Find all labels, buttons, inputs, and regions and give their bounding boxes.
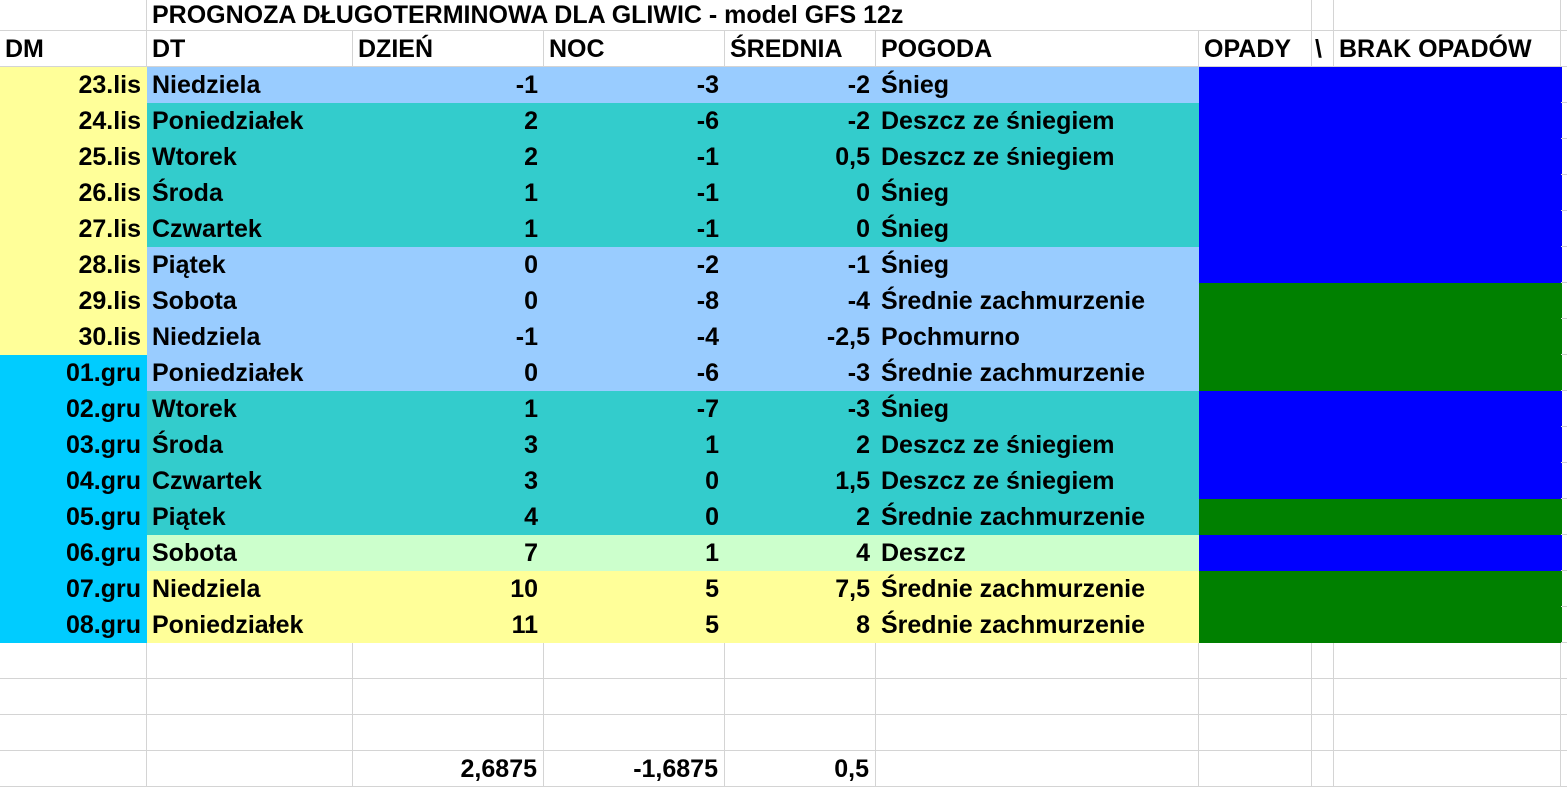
cell[interactable]: [1561, 571, 1567, 607]
table-row: [0, 571, 1567, 607]
cell[interactable]: [1561, 355, 1567, 391]
date-cell[interactable]: 08.gru: [0, 607, 147, 643]
date-cell[interactable]: 26.lis: [0, 175, 147, 211]
date-cell[interactable]: 05.gru: [0, 499, 147, 535]
cell[interactable]: [1561, 643, 1567, 679]
weather-cell[interactable]: Deszcz ze śniegiem: [876, 427, 1199, 463]
cell[interactable]: [353, 643, 544, 679]
weather-cell[interactable]: Średnie zachmurzenie: [876, 499, 1199, 535]
avg-temp-cell[interactable]: 1,5: [725, 463, 876, 499]
precip-indicator[interactable]: [1199, 211, 1562, 247]
day-temp-cell[interactable]: 2: [353, 103, 544, 139]
night-temp-cell[interactable]: 1: [544, 427, 725, 463]
date-cell[interactable]: 25.lis: [0, 139, 147, 175]
cell[interactable]: [0, 679, 147, 715]
cell[interactable]: [1561, 679, 1567, 715]
totals-row: [0, 751, 1567, 791]
cell[interactable]: [0, 751, 147, 787]
table-row: [0, 607, 1567, 643]
weather-cell[interactable]: Śnieg: [876, 247, 1199, 283]
header-precip[interactable]: OPADY: [1199, 31, 1312, 67]
table-row: [0, 355, 1567, 391]
precip-indicator[interactable]: [1199, 463, 1562, 499]
day-temp-cell[interactable]: 1: [353, 175, 544, 211]
precip-indicator[interactable]: [1199, 607, 1562, 643]
empty-row: [0, 679, 1567, 715]
precip-indicator[interactable]: [1199, 247, 1562, 283]
cell[interactable]: [1561, 247, 1567, 283]
cell[interactable]: [1561, 283, 1567, 319]
header-separator[interactable]: \: [1312, 31, 1334, 67]
day-temp-cell[interactable]: 1: [353, 211, 544, 247]
weather-cell[interactable]: Średnie zachmurzenie: [876, 283, 1199, 319]
cell[interactable]: [1561, 31, 1567, 67]
header-weather[interactable]: POGODA: [876, 31, 1199, 67]
cell[interactable]: [1334, 715, 1561, 751]
weekday-cell[interactable]: Wtorek: [147, 139, 353, 175]
cell[interactable]: [1561, 67, 1567, 103]
day-temp-cell[interactable]: 10: [353, 571, 544, 607]
avg-temp-cell[interactable]: -2: [725, 67, 876, 103]
cell[interactable]: [1199, 715, 1312, 751]
night-temp-cell[interactable]: 5: [544, 607, 725, 643]
avg-temp-cell[interactable]: 7,5: [725, 571, 876, 607]
total-night[interactable]: -1,6875: [544, 751, 725, 787]
cell[interactable]: [1561, 139, 1567, 175]
weather-cell[interactable]: Deszcz ze śniegiem: [876, 103, 1199, 139]
cell[interactable]: [0, 643, 147, 679]
table-row: [0, 391, 1567, 427]
cell[interactable]: [1561, 463, 1567, 499]
cell[interactable]: [876, 679, 1199, 715]
cell[interactable]: [1561, 0, 1567, 31]
cell[interactable]: [1199, 0, 1312, 31]
avg-temp-cell[interactable]: -2: [725, 103, 876, 139]
weather-cell[interactable]: Średnie zachmurzenie: [876, 607, 1199, 643]
header-row: [0, 31, 1567, 67]
cell[interactable]: [1334, 679, 1561, 715]
day-temp-cell[interactable]: -1: [353, 67, 544, 103]
table-row: [0, 283, 1567, 319]
cell[interactable]: [876, 751, 1199, 787]
cell[interactable]: [1561, 751, 1567, 787]
avg-temp-cell[interactable]: 2: [725, 427, 876, 463]
cell[interactable]: [1561, 427, 1567, 463]
night-temp-cell[interactable]: -1: [544, 211, 725, 247]
cell[interactable]: [1199, 679, 1312, 715]
weather-cell[interactable]: Śnieg: [876, 175, 1199, 211]
avg-temp-cell[interactable]: -1: [725, 247, 876, 283]
date-cell[interactable]: 23.lis: [0, 67, 147, 103]
cell[interactable]: [353, 715, 544, 751]
cell[interactable]: [876, 643, 1199, 679]
weekday-cell[interactable]: Środa: [147, 175, 353, 211]
header-avg[interactable]: ŚREDNIA: [725, 31, 876, 67]
cell[interactable]: [0, 715, 147, 751]
night-temp-cell[interactable]: -1: [544, 139, 725, 175]
date-cell[interactable]: 28.lis: [0, 247, 147, 283]
header-dt[interactable]: DT: [147, 31, 353, 67]
weather-cell[interactable]: Średnie zachmurzenie: [876, 571, 1199, 607]
day-temp-cell[interactable]: 7: [353, 535, 544, 571]
day-temp-cell[interactable]: -1: [353, 319, 544, 355]
weekday-cell[interactable]: Czwartek: [147, 211, 353, 247]
weekday-cell[interactable]: Niedziela: [147, 571, 353, 607]
date-cell[interactable]: 04.gru: [0, 463, 147, 499]
table-row: [0, 211, 1567, 247]
precip-indicator[interactable]: [1199, 427, 1562, 463]
weekday-cell[interactable]: Niedziela: [147, 67, 353, 103]
date-cell[interactable]: 24.lis: [0, 103, 147, 139]
precip-indicator[interactable]: [1199, 499, 1562, 535]
night-temp-cell[interactable]: 0: [544, 499, 725, 535]
day-temp-cell[interactable]: 3: [353, 463, 544, 499]
date-cell[interactable]: 06.gru: [0, 535, 147, 571]
cell[interactable]: [1561, 175, 1567, 211]
cell[interactable]: [1561, 391, 1567, 427]
cell[interactable]: [1312, 751, 1334, 787]
night-temp-cell[interactable]: -4: [544, 319, 725, 355]
table-row: [0, 319, 1567, 355]
night-temp-cell[interactable]: 1: [544, 535, 725, 571]
day-temp-cell[interactable]: 0: [353, 355, 544, 391]
weather-cell[interactable]: Deszcz: [876, 535, 1199, 571]
night-temp-cell[interactable]: 0: [544, 463, 725, 499]
weekday-cell[interactable]: Piątek: [147, 247, 353, 283]
weekday-cell[interactable]: Poniedziałek: [147, 103, 353, 139]
night-temp-cell[interactable]: -7: [544, 391, 725, 427]
precip-indicator[interactable]: [1199, 103, 1562, 139]
cell[interactable]: [1312, 679, 1334, 715]
avg-temp-cell[interactable]: 2: [725, 499, 876, 535]
cell[interactable]: [1561, 499, 1567, 535]
cell[interactable]: [1199, 751, 1312, 787]
day-temp-cell[interactable]: 0: [353, 247, 544, 283]
cell[interactable]: [353, 679, 544, 715]
cell[interactable]: [725, 643, 876, 679]
precip-indicator[interactable]: [1199, 283, 1562, 319]
cell[interactable]: [1334, 643, 1561, 679]
cell[interactable]: [147, 751, 353, 787]
weekday-cell[interactable]: Niedziela: [147, 319, 353, 355]
cell[interactable]: [1334, 0, 1561, 31]
cell[interactable]: [1561, 319, 1567, 355]
night-temp-cell[interactable]: 5: [544, 571, 725, 607]
avg-temp-cell[interactable]: -3: [725, 391, 876, 427]
night-temp-cell[interactable]: -6: [544, 103, 725, 139]
weekday-cell[interactable]: Sobota: [147, 535, 353, 571]
weather-cell[interactable]: Śnieg: [876, 67, 1199, 103]
cell[interactable]: [544, 679, 725, 715]
weather-cell[interactable]: Średnie zachmurzenie: [876, 355, 1199, 391]
day-temp-cell[interactable]: 11: [353, 607, 544, 643]
date-cell[interactable]: 01.gru: [0, 355, 147, 391]
night-temp-cell[interactable]: -3: [544, 67, 725, 103]
date-cell[interactable]: 27.lis: [0, 211, 147, 247]
cell[interactable]: [1561, 535, 1567, 571]
day-temp-cell[interactable]: 2: [353, 139, 544, 175]
precip-indicator[interactable]: [1199, 319, 1562, 355]
weekday-cell[interactable]: Piątek: [147, 499, 353, 535]
table-row: [0, 427, 1567, 463]
precip-indicator[interactable]: [1199, 355, 1562, 391]
cell[interactable]: [1312, 0, 1334, 31]
cell[interactable]: [147, 643, 353, 679]
avg-temp-cell[interactable]: 0: [725, 211, 876, 247]
avg-temp-cell[interactable]: -2,5: [725, 319, 876, 355]
precip-indicator[interactable]: [1199, 571, 1562, 607]
total-day[interactable]: 2,6875: [353, 751, 544, 787]
date-cell[interactable]: 02.gru: [0, 391, 147, 427]
night-temp-cell[interactable]: -1: [544, 175, 725, 211]
precip-indicator[interactable]: [1199, 175, 1562, 211]
weekday-cell[interactable]: Środa: [147, 427, 353, 463]
night-temp-cell[interactable]: -8: [544, 283, 725, 319]
day-temp-cell[interactable]: 1: [353, 391, 544, 427]
precip-indicator[interactable]: [1199, 67, 1562, 103]
avg-temp-cell[interactable]: -3: [725, 355, 876, 391]
night-temp-cell[interactable]: -6: [544, 355, 725, 391]
cell[interactable]: [1561, 211, 1567, 247]
total-avg[interactable]: 0,5: [725, 751, 876, 787]
weather-cell[interactable]: Śnieg: [876, 211, 1199, 247]
table-row: [0, 535, 1567, 571]
header-dm[interactable]: DM: [0, 31, 147, 67]
avg-temp-cell[interactable]: 4: [725, 535, 876, 571]
day-temp-cell[interactable]: 0: [353, 283, 544, 319]
cell[interactable]: [1199, 643, 1312, 679]
cell[interactable]: [725, 715, 876, 751]
cell[interactable]: [1312, 715, 1334, 751]
page-title: PROGNOZA DŁUGOTERMINOWA DLA GLIWIC - model GFS 12z: [152, 1, 904, 29]
precip-indicator[interactable]: [1199, 391, 1562, 427]
weather-cell[interactable]: Śnieg: [876, 391, 1199, 427]
cell[interactable]: [1561, 103, 1567, 139]
precip-indicator[interactable]: [1199, 139, 1562, 175]
header-night[interactable]: NOC: [544, 31, 725, 67]
table-row: [0, 499, 1567, 535]
weather-cell[interactable]: Pochmurno: [876, 319, 1199, 355]
cell[interactable]: [1561, 715, 1567, 751]
empty-row: [0, 715, 1567, 751]
avg-temp-cell[interactable]: -4: [725, 283, 876, 319]
cell[interactable]: [544, 643, 725, 679]
table-row: [0, 175, 1567, 211]
weekday-cell[interactable]: Sobota: [147, 283, 353, 319]
date-cell[interactable]: 29.lis: [0, 283, 147, 319]
header-day[interactable]: DZIEŃ: [353, 31, 544, 67]
cell[interactable]: [1312, 643, 1334, 679]
table-row: [0, 463, 1567, 499]
avg-temp-cell[interactable]: 8: [725, 607, 876, 643]
weather-cell[interactable]: Deszcz ze śniegiem: [876, 139, 1199, 175]
weather-cell[interactable]: Deszcz ze śniegiem: [876, 463, 1199, 499]
table-row: [0, 67, 1567, 103]
cell[interactable]: [544, 715, 725, 751]
cell[interactable]: [725, 679, 876, 715]
cell[interactable]: [147, 715, 353, 751]
precip-indicator[interactable]: [1199, 535, 1562, 571]
header-no-precip[interactable]: BRAK OPADÓW: [1334, 31, 1561, 67]
avg-temp-cell[interactable]: 0,5: [725, 139, 876, 175]
table-row: [0, 139, 1567, 175]
date-cell[interactable]: 03.gru: [0, 427, 147, 463]
night-temp-cell[interactable]: -2: [544, 247, 725, 283]
cell[interactable]: [147, 679, 353, 715]
weekday-cell[interactable]: Wtorek: [147, 391, 353, 427]
day-temp-cell[interactable]: 4: [353, 499, 544, 535]
cell[interactable]: [1561, 607, 1567, 643]
table-row: [0, 103, 1567, 139]
empty-row: [0, 643, 1567, 679]
cell[interactable]: [0, 0, 147, 31]
date-cell[interactable]: 07.gru: [0, 571, 147, 607]
cell[interactable]: [876, 715, 1199, 751]
table-row: [0, 247, 1567, 283]
cell[interactable]: [1334, 751, 1561, 787]
weekday-cell[interactable]: Poniedziałek: [147, 355, 353, 391]
weekday-cell[interactable]: Czwartek: [147, 463, 353, 499]
avg-temp-cell[interactable]: 0: [725, 175, 876, 211]
day-temp-cell[interactable]: 3: [353, 427, 544, 463]
date-cell[interactable]: 30.lis: [0, 319, 147, 355]
weekday-cell[interactable]: Poniedziałek: [147, 607, 353, 643]
